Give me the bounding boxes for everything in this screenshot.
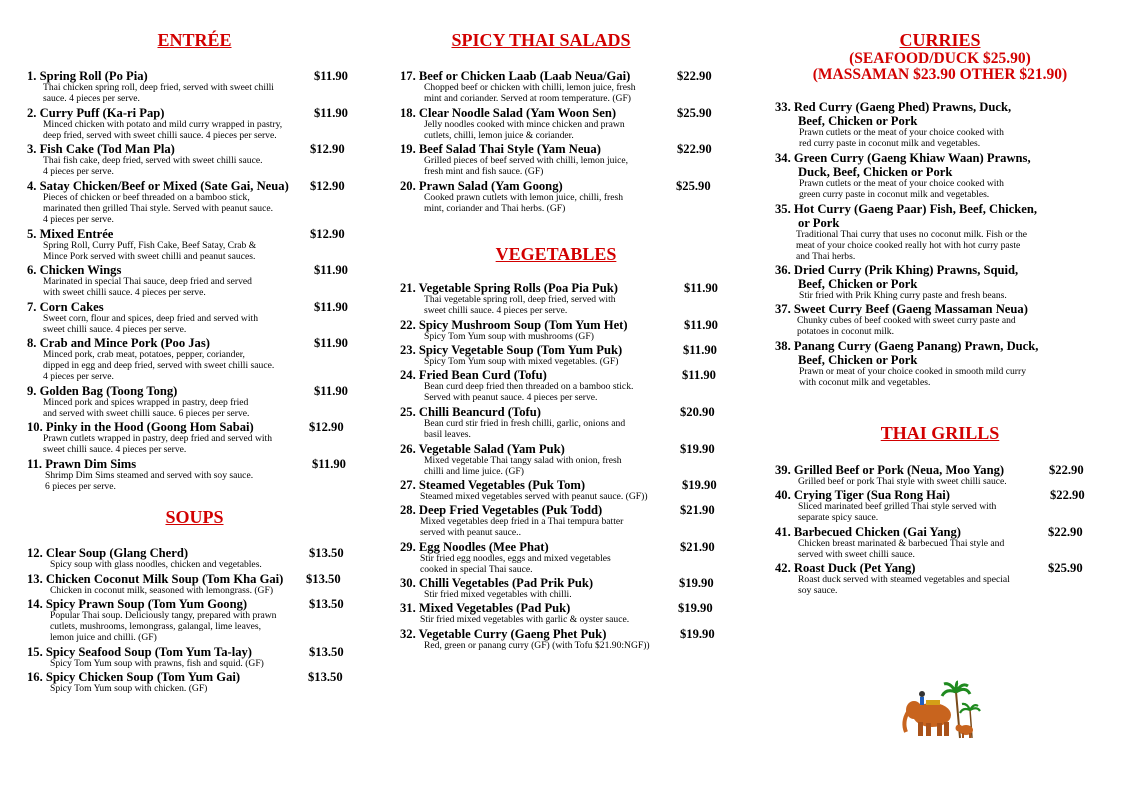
item-desc: Prawn cutlets or the meat of your choice cooked with red curry paste in coconut milk and vegetables.	[799, 127, 1004, 149]
item-price: $13.50	[309, 546, 344, 560]
item-price: $19.90	[680, 627, 715, 641]
item-name: 13. Chicken Coconut Milk Soup (Tom Kha Gai)	[27, 572, 284, 586]
menu-item	[400, 142, 730, 178]
item-price: $11.90	[314, 106, 348, 120]
item-name: 28. Deep Fried Vegetables (Puk Todd)	[400, 503, 603, 517]
menu-item	[27, 384, 352, 420]
item-desc: Steamed mixed vegetables served with peanut sauce. (GF))	[420, 491, 648, 502]
menu-item	[27, 263, 352, 299]
item-name: 9. Golden Bag (Toong Tong)	[27, 384, 178, 398]
item-name: 5. Mixed Entrée	[27, 227, 114, 241]
item-name: 20. Prawn Salad (Yam Goong)	[400, 179, 563, 193]
item-desc: Chunky cubes of beef cooked with sweet curry paste and potatoes in coconut milk.	[797, 315, 1016, 337]
item-price: $12.90	[310, 142, 345, 156]
menu-item	[27, 670, 352, 695]
item-name-cont: or Pork	[798, 216, 840, 230]
menu-item	[27, 179, 352, 226]
item-name: 16. Spicy Chicken Soup (Tom Yum Gai)	[27, 670, 241, 684]
item-desc: Minced pork, crab meat, potatoes, pepper, coriander, dipped in egg and deep fried, served with sweet chilli sauce. 4 pieces per serve.	[43, 349, 275, 382]
menu-item	[400, 576, 730, 601]
item-name: 25. Chilli Beancurd (Tofu)	[400, 405, 541, 419]
item-price: $22.90	[1050, 488, 1085, 502]
item-price: $25.90	[677, 106, 712, 120]
item-price: $20.90	[680, 405, 715, 419]
item-name: 41. Barbecued Chicken (Gai Yang)	[775, 525, 961, 539]
item-name: 37. Sweet Curry Beef (Gaeng Massaman Neua)	[775, 302, 1028, 316]
item-name-cont: Beef, Chicken or Pork	[798, 277, 918, 291]
menu-item	[400, 106, 730, 142]
item-desc: Thai vegetable spring roll, deep fried, served with sweet chilli sauce. 4 pieces per serve.	[424, 294, 616, 316]
item-name: 23. Spicy Vegetable Soup (Tom Yum Puk)	[400, 343, 623, 357]
item-desc: Spicy Tom Yum soup with mushrooms (GF)	[424, 331, 594, 342]
menu-item	[775, 151, 1105, 201]
item-price: $11.90	[312, 457, 346, 471]
menu-item	[400, 627, 730, 652]
item-price: $11.90	[684, 281, 718, 295]
menu-item	[27, 597, 352, 644]
item-desc: Popular Thai soup. Deliciously tangy, prepared with prawn cutlets, mushrooms, lemongrass, galangal, lime leaves, lemon juice and chilli. (GF)	[50, 610, 277, 643]
curries-subtitle-massaman: (MASSAMAN $23.90 OTHER $21.90)	[812, 66, 1068, 83]
menu-item	[775, 463, 1105, 488]
item-name: 18. Clear Noodle Salad (Yam Woon Sen)	[400, 106, 617, 120]
item-name: 21. Vegetable Spring Rolls (Poa Pia Puk)	[400, 281, 618, 295]
item-name: 22. Spicy Mushroom Soup (Tom Yum Het)	[400, 318, 628, 332]
item-price: $22.90	[1048, 525, 1083, 539]
menu-item	[775, 263, 1105, 302]
section-title-vegetables: VEGETABLES	[495, 244, 617, 264]
item-name: 32. Vegetable Curry (Gaeng Phet Puk)	[400, 627, 607, 641]
menu-item	[400, 343, 730, 368]
menu-item	[400, 281, 730, 317]
menu-item	[775, 339, 1105, 389]
menu-item	[27, 645, 352, 670]
menu-item	[775, 525, 1105, 561]
item-desc: Stir fried egg noodles, eggs and mixed vegetables cooked in special Thai sauce.	[420, 553, 611, 575]
item-price: $19.90	[682, 478, 717, 492]
item-price: $13.50	[306, 572, 341, 586]
item-desc: Chicken in coconut milk, seasoned with lemongrass. (GF)	[50, 585, 274, 596]
item-price: $12.90	[309, 420, 344, 434]
section-title-spicy-thai-salads: SPICY THAI SALADS	[451, 30, 631, 50]
item-name-cont: Beef, Chicken or Pork	[798, 353, 918, 367]
item-desc: Minced pork and spices wrapped in pastry, deep fried and served with sweet chilli sauce. 6 pieces per serve.	[43, 397, 250, 419]
menu-item	[27, 336, 352, 383]
item-price: $11.90	[314, 263, 348, 277]
item-name: 27. Steamed Vegetables (Puk Tom)	[400, 478, 586, 492]
section-title-soups: SOUPS	[165, 507, 224, 527]
item-desc: Shrimp Dim Sims steamed and served with soy sauce. 6 pieces per serve.	[45, 470, 254, 492]
menu-item	[400, 368, 730, 404]
menu-item	[27, 69, 352, 105]
item-name: 38. Panang Curry (Gaeng Panang) Prawn, Duck,	[775, 339, 1039, 353]
item-desc: Pieces of chicken or beef threaded on a bamboo stick, marinated then grilled Thai style. Served with peanut sauce. 4 pieces per serve.	[43, 192, 274, 225]
item-name: 2. Curry Puff (Ka-ri Pap)	[27, 106, 165, 120]
item-desc: Thai fish cake, deep fried, served with sweet chilli sauce. 4 pieces per serve.	[43, 155, 263, 177]
item-desc: Thai chicken spring roll, deep fried, served with sweet chilli sauce. 4 pieces per serve.	[43, 82, 274, 104]
item-name: 7. Corn Cakes	[27, 300, 104, 314]
item-price: $19.90	[680, 442, 715, 456]
item-desc: Spicy Tom Yum soup with chicken. (GF)	[50, 683, 208, 694]
menu-item	[27, 457, 352, 493]
item-price: $11.90	[684, 318, 718, 332]
item-desc: Roast duck served with steamed vegetables and special soy sauce.	[798, 574, 1010, 596]
item-name: 12. Clear Soup (Glang Cherd)	[27, 546, 189, 560]
item-price: $11.90	[683, 343, 717, 357]
menu-item	[400, 179, 730, 215]
item-price: $12.90	[310, 227, 345, 241]
item-name: 30. Chilli Vegetables (Pad Prik Puk)	[400, 576, 594, 590]
section-title-curries: CURRIES	[899, 30, 981, 50]
item-desc: Grilled pieces of beef served with chilli, lemon juice, fresh mint and fish sauce. (GF)	[424, 155, 629, 177]
menu-item	[400, 69, 730, 105]
item-price: $22.90	[1049, 463, 1084, 477]
item-desc: Prawn cutlets wrapped in pastry, deep fried and served with sweet chilli sauce. 4 pieces per serve.	[43, 433, 273, 455]
menu-item	[775, 100, 1105, 150]
item-desc: Chicken breast marinated & barbecued Thai style and served with sweet chilli sauce.	[798, 538, 1005, 560]
item-desc: Sweet corn, flour and spices, deep fried and served with sweet chilli sauce. 4 pieces per serve.	[43, 313, 258, 335]
item-price: $11.90	[314, 384, 348, 398]
menu-item	[27, 300, 352, 336]
menu-item	[775, 561, 1105, 597]
menu-item	[775, 302, 1105, 338]
item-price: $22.90	[677, 69, 712, 83]
item-desc: Stir fried mixed vegetables with garlic & oyster sauce.	[420, 614, 630, 625]
menu-item	[400, 442, 730, 478]
item-name: 4. Satay Chicken/Beef or Mixed (Sate Gai, Neua)	[27, 179, 289, 193]
item-price: $13.50	[308, 670, 343, 684]
item-name: 15. Spicy Seafood Soup (Tom Yum Ta-lay)	[27, 645, 253, 659]
item-price: $25.90	[676, 179, 711, 193]
item-desc: Sliced marinated beef grilled Thai style served with separate spicy sauce.	[798, 501, 997, 523]
item-price: $11.90	[314, 300, 348, 314]
item-price: $13.50	[309, 597, 344, 611]
item-desc: Stir fried with Prik Khing curry paste and fresh beans.	[799, 290, 1007, 301]
item-name: 34. Green Curry (Gaeng Khiaw Waan) Prawns,	[775, 151, 1031, 165]
menu-item	[27, 142, 352, 178]
item-price: $21.90	[680, 540, 715, 554]
item-name: 3. Fish Cake (Tod Man Pla)	[27, 142, 175, 156]
item-name: 39. Grilled Beef or Pork (Neua, Moo Yang)	[775, 463, 1005, 477]
item-name: 42. Roast Duck (Pet Yang)	[775, 561, 916, 575]
item-name: 11. Prawn Dim Sims	[27, 457, 137, 471]
menu-item	[400, 503, 730, 539]
item-name: 17. Beef or Chicken Laab (Laab Neua/Gai)	[400, 69, 631, 83]
menu-item	[400, 478, 730, 503]
item-name: 35. Hot Curry (Gaeng Paar) Fish, Beef, Chicken,	[775, 202, 1037, 216]
item-desc: Stir fried mixed vegetables with chilli.	[424, 589, 572, 600]
item-price: $19.90	[679, 576, 714, 590]
item-price: $12.90	[310, 179, 345, 193]
item-price: $13.50	[309, 645, 344, 659]
item-name: 40. Crying Tiger (Sua Rong Hai)	[775, 488, 950, 502]
item-price: $21.90	[680, 503, 715, 517]
item-desc: Mixed vegetables deep fried in a Thai tempura batter served with peanut sauce..	[420, 516, 624, 538]
item-desc: Spicy soup with glass noodles, chicken and vegetables.	[50, 559, 262, 570]
item-price: $11.90	[314, 336, 348, 350]
item-price: $19.90	[678, 601, 713, 615]
item-desc: Minced chicken with potato and mild curry wrapped in pastry, deep fried, served with sweet chilli sauce. 4 pieces per serve.	[43, 119, 283, 141]
menu-item	[400, 601, 730, 626]
item-name: 14. Spicy Prawn Soup (Tom Yum Goong)	[27, 597, 248, 611]
menu-item	[400, 540, 730, 576]
item-price: $22.90	[677, 142, 712, 156]
item-desc: Bean curd deep fried then threaded on a bamboo stick. Served with peanut sauce. 4 pieces per serve.	[424, 381, 634, 403]
item-name: 33. Red Curry (Gaeng Phed) Prawns, Duck,	[775, 100, 1012, 114]
menu-item	[27, 420, 352, 456]
item-desc: Traditional Thai curry that uses no coconut milk. Fish or the meat of your choice cooked really hot with hot curry paste and Thai herbs.	[796, 229, 1028, 262]
menu-item	[27, 106, 352, 142]
item-desc: Prawn or meat of your choice cooked in smooth mild curry with coconut milk and vegetables.	[799, 366, 1026, 388]
item-name: 19. Beef Salad Thai Style (Yam Neua)	[400, 142, 601, 156]
item-desc: Red, green or panang curry (GF) (with Tofu $21.90:NGF))	[424, 640, 650, 651]
item-name: 1. Spring Roll (Po Pia)	[27, 69, 148, 83]
menu-item	[400, 405, 730, 441]
item-desc: Marinated in special Thai sauce, deep fried and served with sweet chilli sauce. 4 pieces per serve.	[43, 276, 252, 298]
item-desc: Mixed vegetable Thai tangy salad with onion, fresh chilli and lime juice. (GF)	[424, 455, 622, 477]
item-desc: Spicy Tom Yum soup with prawns, fish and squid. (GF)	[50, 658, 264, 669]
elephant-palm-icon	[892, 680, 982, 740]
item-desc: Bean curd stir fried in fresh chilli, garlic, onions and basil leaves.	[424, 418, 626, 440]
item-desc: Spicy Tom Yum soup with mixed vegetables. (GF)	[424, 356, 619, 367]
item-desc: Spring Roll, Curry Puff, Fish Cake, Beef Satay, Crab & Mince Pork served with sweet chilli and peanut sauces.	[43, 240, 257, 262]
item-name: 31. Mixed Vegetables (Pad Puk)	[400, 601, 571, 615]
menu-item	[400, 318, 730, 343]
item-name: 26. Vegetable Salad (Yam Puk)	[400, 442, 565, 456]
item-desc: Prawn cutlets or the meat of your choice cooked with green curry paste in coconut milk and vegetables.	[799, 178, 1004, 200]
menu-item	[27, 227, 352, 263]
item-name-cont: Duck, Beef, Chicken or Pork	[798, 165, 953, 179]
item-desc: Jelly noodles cooked with mince chicken and prawn cutlets, chilli, lemon juice & coriander.	[424, 119, 625, 141]
section-title-entree: ENTRÉE	[157, 30, 232, 50]
item-name: 10. Pinky in the Hood (Goong Hom Sabai)	[27, 420, 254, 434]
curries-subtitle-seafood: (SEAFOOD/DUCK $25.90)	[849, 50, 1031, 67]
item-name: 24. Fried Bean Curd (Tofu)	[400, 368, 547, 382]
item-price: $25.90	[1048, 561, 1083, 575]
menu-item	[775, 488, 1105, 524]
item-name: 8. Crab and Mince Pork (Poo Jas)	[27, 336, 210, 350]
item-desc: Grilled beef or pork Thai style with sweet chilli sauce.	[798, 476, 1007, 487]
menu-item	[27, 572, 352, 597]
item-desc: Chopped beef or chicken with chilli, lemon juice, fresh mint and coriander. Served at room temperature. (GF)	[424, 82, 636, 104]
item-name-cont: Beef, Chicken or Pork	[798, 114, 918, 128]
section-title-thai-grills: THAI GRILLS	[880, 423, 1000, 443]
item-desc: Cooked prawn cutlets with lemon juice, chilli, fresh mint, coriander and Thai herbs. (GF)	[424, 192, 624, 214]
item-name: 36. Dried Curry (Prik Khing) Prawns, Squid,	[775, 263, 1019, 277]
item-name: 6. Chicken Wings	[27, 263, 122, 277]
item-price: $11.90	[682, 368, 716, 382]
item-name: 29. Egg Noodles (Mee Phat)	[400, 540, 549, 554]
menu-item	[27, 546, 352, 571]
item-price: $11.90	[314, 69, 348, 83]
menu-item	[775, 202, 1105, 263]
